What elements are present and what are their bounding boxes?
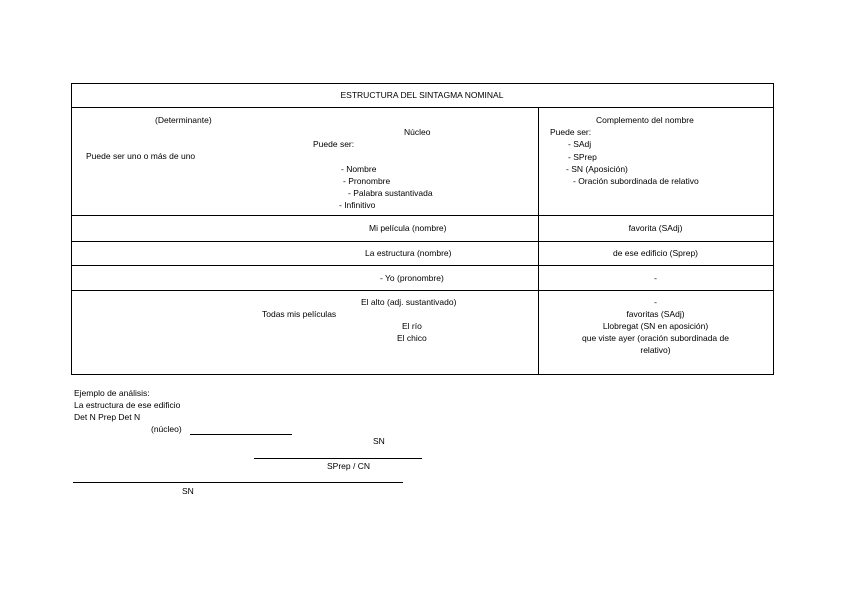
row-divider [71, 107, 773, 108]
complemento-item: - Oración subordinada de relativo [573, 176, 699, 186]
nucleo-puede-ser: Puede ser: [313, 139, 355, 149]
analysis-nucleo-label: (núcleo) [151, 424, 182, 434]
example-determinante: Todas mis películas [262, 309, 337, 319]
complemento-item: - SAdj [568, 139, 592, 149]
nucleo-item: - Nombre [341, 164, 377, 174]
row-divider [71, 241, 773, 242]
example-nucleo: - Yo (pronombre) [380, 273, 444, 283]
nucleo-item: - Palabra sustantivada [348, 188, 433, 198]
analysis-title: Ejemplo de análisis: [74, 388, 150, 398]
analysis-sn-label: SN [373, 436, 385, 446]
example-complemento: - [654, 273, 657, 283]
example-complemento: Llobregat (SN en aposición) [602, 321, 709, 331]
example-nucleo: Mi película (nombre) [369, 223, 447, 233]
table-title: ESTRUCTURA DEL SINTAGMA NOMINAL [340, 90, 504, 100]
example-complemento: - [654, 297, 657, 307]
complemento-item: - SPrep [568, 152, 597, 162]
nucleo-item: - Pronombre [343, 176, 391, 186]
row-divider [71, 265, 773, 266]
nucleo-heading: Núcleo [404, 127, 431, 137]
complemento-puede-ser: Puede ser: [550, 127, 592, 137]
nucleo-item: - Infinitivo [339, 200, 376, 210]
determinante-heading: (Determinante) [155, 115, 212, 125]
determinante-description: Puede ser uno o más de uno [86, 151, 196, 161]
complemento-item: - SN (Aposición) [566, 164, 628, 174]
row-divider [71, 215, 773, 216]
complemento-heading: Complemento del nombre [596, 115, 694, 125]
example-nucleo: El río [402, 321, 422, 331]
example-nucleo: El alto (adj. sustantivado) [361, 297, 457, 307]
example-nucleo: La estructura (nombre) [365, 248, 452, 258]
nucleo-underline [190, 434, 292, 435]
sprep-bracket-line [254, 458, 422, 459]
example-complemento: favoritas (SAdj) [626, 309, 685, 319]
sn-bracket-line [73, 482, 403, 483]
analysis-tags: Det N Prep Det N [74, 412, 141, 422]
example-complemento: que viste ayer (oración subordinada de [582, 333, 729, 343]
analysis-sprep-label: SPrep / CN [327, 461, 370, 471]
analysis-sn-label: SN [182, 486, 194, 496]
example-complemento: relativo) [640, 345, 671, 355]
analysis-phrase: La estructura de ese edificio [74, 400, 181, 410]
example-nucleo: El chico [397, 333, 427, 343]
example-complemento: de ese edificio (Sprep) [612, 248, 699, 258]
example-complemento: favorita (SAdj) [628, 223, 683, 233]
row-divider [71, 290, 773, 291]
